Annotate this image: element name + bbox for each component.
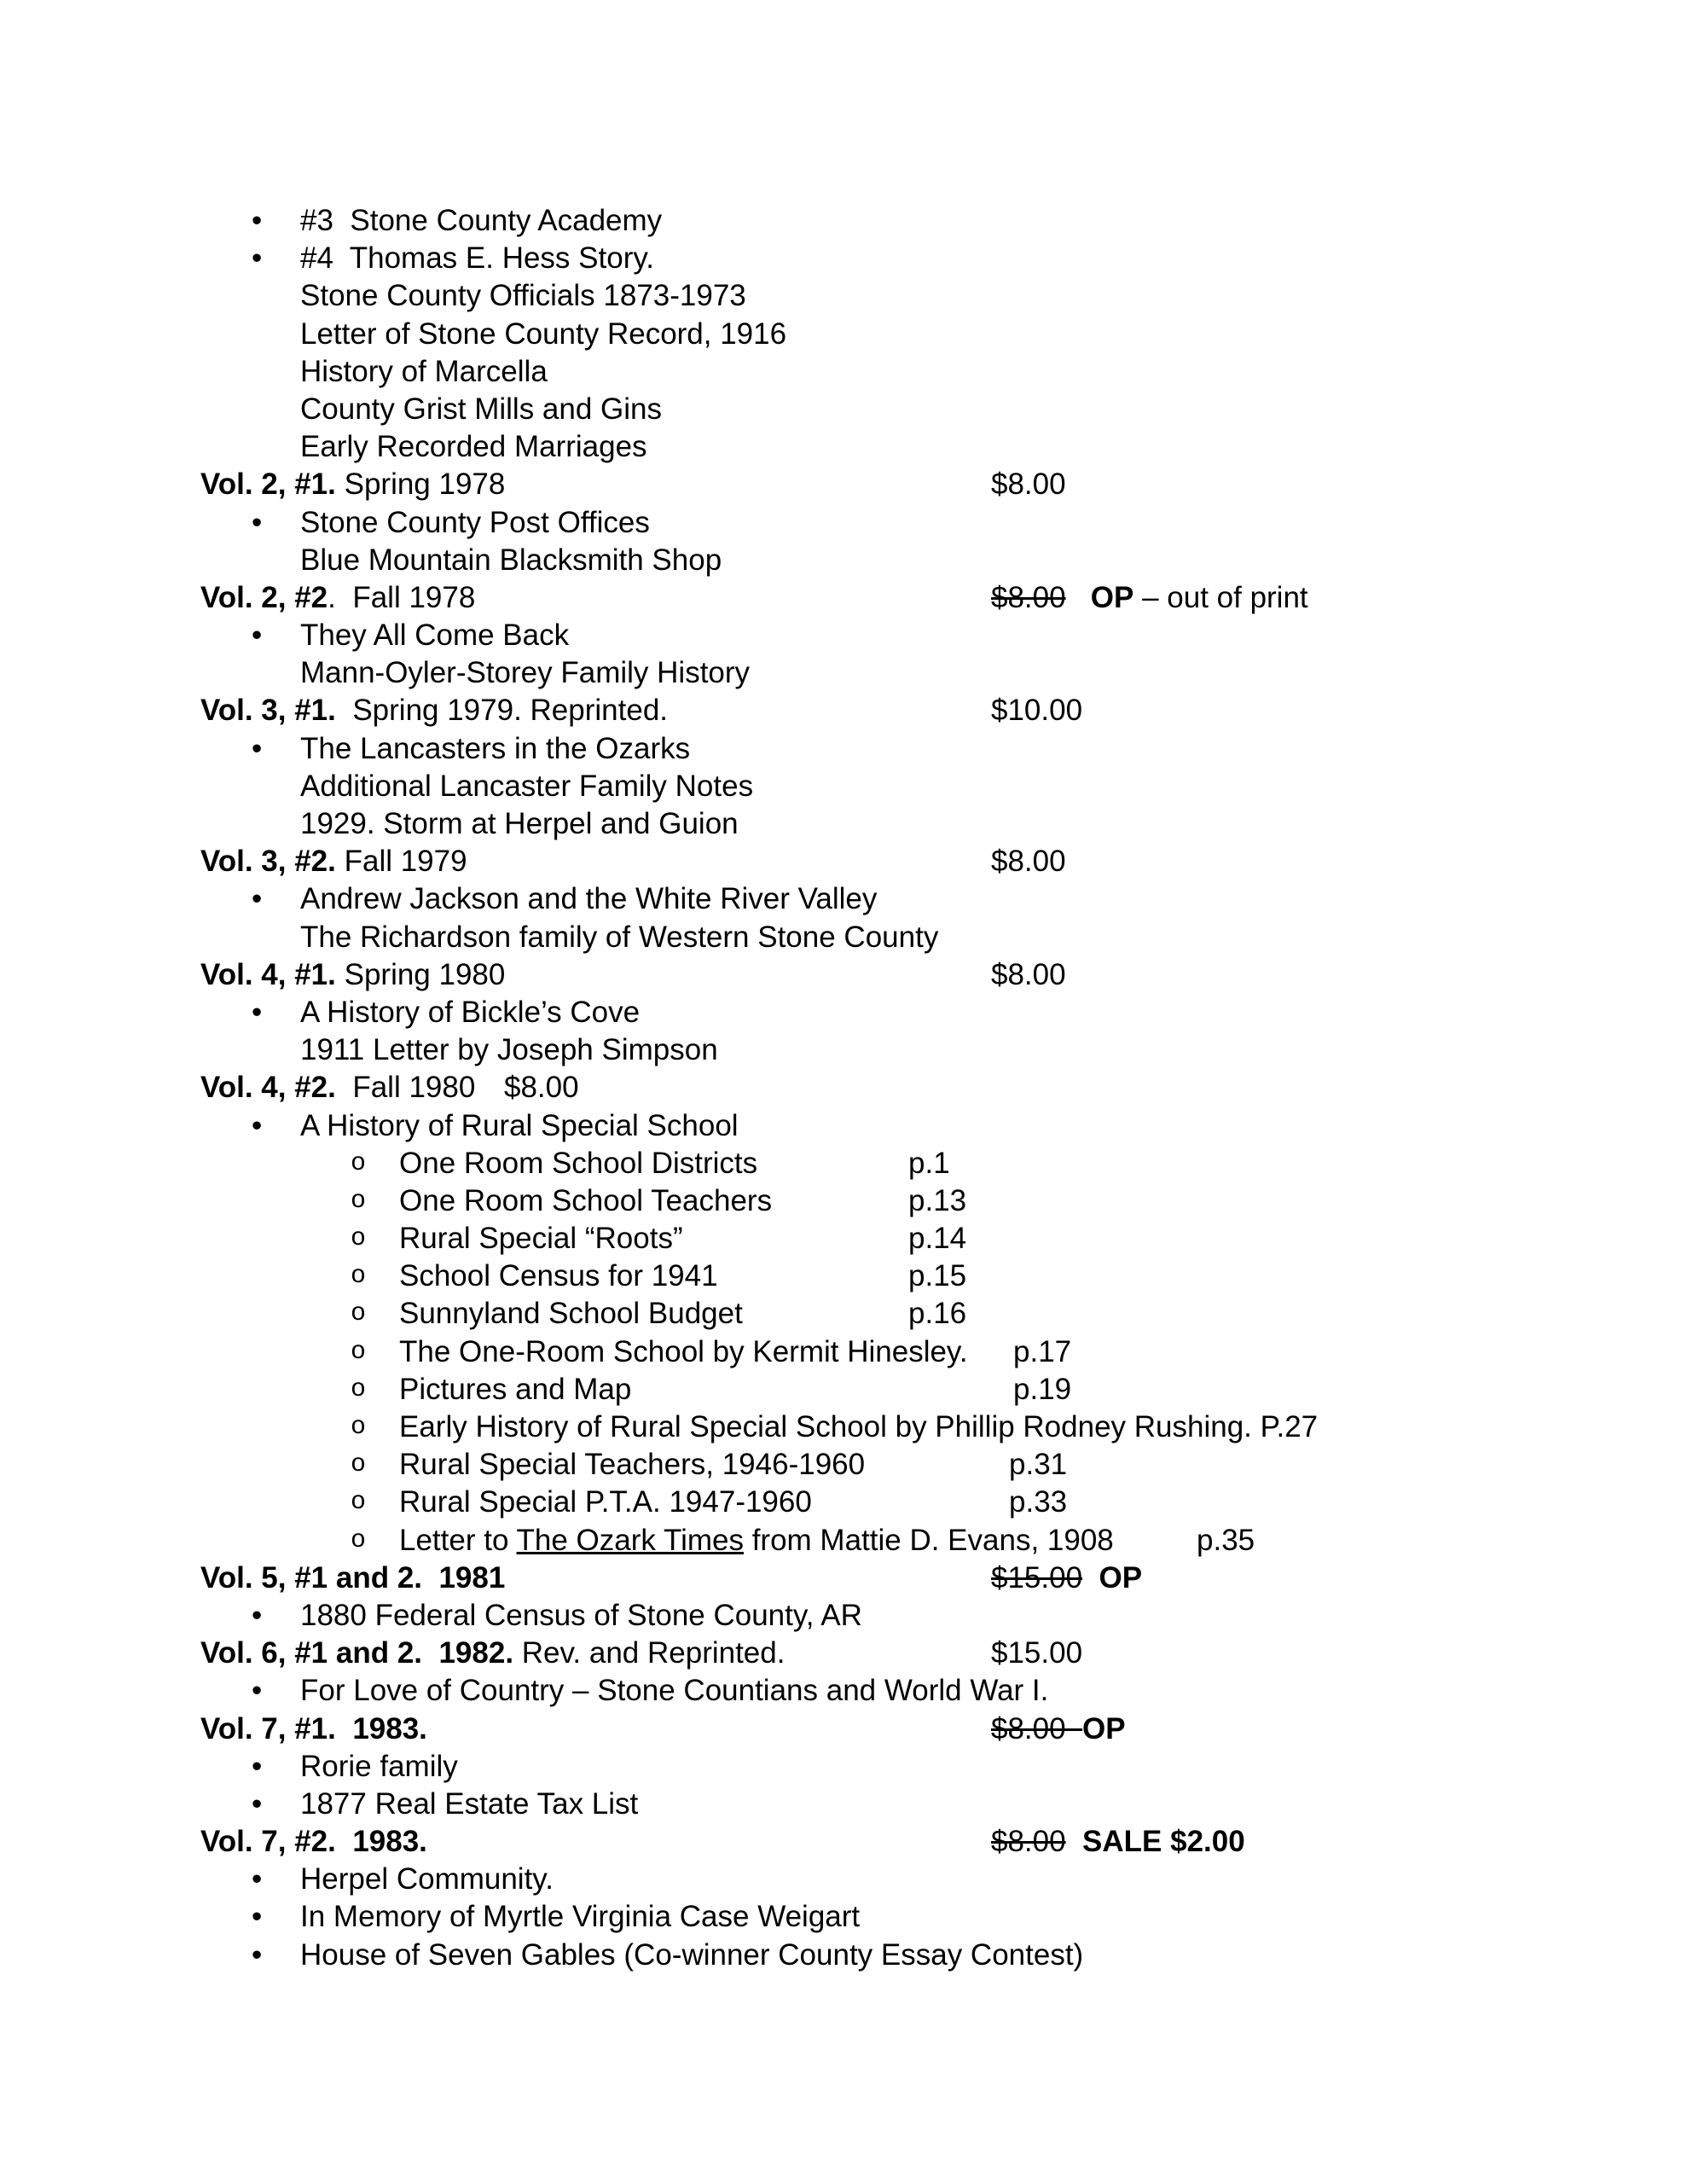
line-text: [399, 1333, 968, 1371]
line-text: [200, 579, 475, 617]
price: [504, 1069, 579, 1107]
bullet-icon: •: [252, 1749, 263, 1783]
line-text: [300, 1031, 718, 1069]
line-text: [300, 1672, 1048, 1710]
document-line: [200, 1069, 1565, 1107]
document-line: [200, 692, 1565, 729]
circle-bullet-icon: o: [351, 1337, 367, 1367]
price: [991, 1560, 1142, 1597]
text-segment: . Fall 1978: [328, 580, 476, 614]
text-segment: One Room School Teachers: [399, 1183, 773, 1217]
document-line: [200, 1484, 1565, 1521]
text-segment: p.16: [908, 1297, 967, 1331]
text-segment: History of Marcella: [300, 354, 548, 388]
line-text: [300, 1107, 739, 1145]
line-text: [200, 1635, 785, 1672]
text-segment: Rural Special “Roots”: [399, 1222, 683, 1256]
document-line: [200, 504, 1565, 542]
line-text: [300, 240, 654, 277]
price: [991, 843, 1066, 880]
page-ref: [1009, 1446, 1067, 1484]
document-line: [200, 730, 1565, 768]
document-line: [200, 542, 1565, 579]
document-line: [200, 1371, 1565, 1409]
text-segment: Stone County Officials 1873-1973: [300, 279, 746, 313]
text-segment: OP: [1090, 580, 1134, 614]
text-segment: They All Come Back: [300, 619, 570, 653]
text-segment: Spring 1980: [335, 957, 506, 991]
bullet-icon: •: [252, 995, 263, 1029]
text-segment: p.33: [1009, 1485, 1068, 1519]
line-text: [399, 1220, 683, 1258]
text-segment: Blue Mountain Blacksmith Shop: [300, 543, 722, 577]
document-line: [200, 805, 1565, 843]
document-line: [200, 1560, 1565, 1597]
line-text: [200, 843, 467, 880]
page-ref: [1197, 1522, 1255, 1560]
text-segment: Vol. 7, #1. 1983.: [200, 1711, 427, 1745]
circle-bullet-icon: o: [351, 1374, 367, 1404]
document-line: [200, 1635, 1565, 1672]
page-ref: [908, 1145, 950, 1182]
text-segment: Stone County Post Offices: [300, 505, 650, 539]
line-text: [300, 1898, 860, 1936]
price: [991, 692, 1082, 729]
line-text: [300, 994, 640, 1031]
price: [991, 956, 1066, 994]
text-segment: Vol. 3, #2.: [200, 845, 336, 879]
text-segment: Sunnyland School Budget: [399, 1297, 743, 1331]
text-segment: Early Recorded Marriages: [300, 430, 647, 464]
text-segment: Mann-Oyler-Storey Family History: [300, 656, 751, 690]
text-segment: $8.00: [991, 468, 1066, 502]
bullet-icon: •: [252, 1108, 263, 1142]
text-segment: Pictures and Map: [399, 1372, 632, 1406]
text-segment: Additional Lancaster Family Notes: [300, 769, 754, 803]
line-text: [200, 1560, 505, 1597]
circle-bullet-icon: o: [351, 1224, 367, 1254]
line-text: [399, 1182, 772, 1220]
line-text: [399, 1409, 1318, 1446]
line-text: [300, 1861, 554, 1898]
text-segment: Fall 1980: [335, 1071, 476, 1105]
circle-bullet-icon: o: [351, 1450, 367, 1480]
text-segment: $8.00: [991, 845, 1066, 879]
bullet-icon: •: [252, 1674, 263, 1708]
text-segment: County Grist Mills and Gins: [300, 392, 663, 426]
text-segment: Rorie family: [300, 1749, 458, 1783]
line-text: [300, 316, 786, 353]
text-segment: The One-Room School by Kermit Hinesley.: [399, 1334, 968, 1368]
text-segment: Fall 1979: [335, 845, 467, 879]
text-segment: Andrew Jackson and the White River Valley: [300, 882, 878, 916]
circle-bullet-icon: o: [351, 1186, 367, 1216]
document-line: [200, 654, 1565, 692]
text-segment: OP: [1099, 1560, 1143, 1594]
line-text: [300, 542, 722, 579]
document-line: [200, 1409, 1565, 1446]
document-line: [200, 1333, 1565, 1371]
line-text: [200, 1069, 475, 1107]
document-line: [200, 1823, 1565, 1861]
text-segment: [1066, 581, 1091, 614]
bullet-icon: •: [252, 1862, 263, 1896]
document-line: [200, 956, 1565, 994]
bullet-icon: •: [252, 241, 263, 276]
circle-bullet-icon: o: [351, 1148, 367, 1178]
document-line: [200, 919, 1565, 956]
circle-bullet-icon: o: [351, 1299, 367, 1329]
text-segment: #4 Thomas E. Hess Story.: [300, 241, 654, 276]
document-line: [200, 428, 1565, 466]
text-segment: OP: [1082, 1711, 1126, 1745]
document-line: [200, 1711, 1565, 1748]
document-line: [200, 240, 1565, 277]
document-line: [200, 202, 1565, 240]
line-text: [300, 880, 877, 918]
text-segment: Letter of Stone County Record, 1916: [300, 317, 787, 351]
text-segment: The Ozark Times: [516, 1523, 744, 1557]
line-text: [300, 617, 569, 654]
text-segment: Herpel Community.: [300, 1862, 554, 1896]
line-text: [399, 1446, 865, 1484]
document-line: [200, 391, 1565, 428]
text-segment: from Mattie D. Evans, 1908: [743, 1523, 1114, 1557]
text-segment: For Love of Country – Stone Countians and World War I.: [300, 1674, 1049, 1708]
line-text: [300, 768, 753, 805]
line-text: [300, 1937, 1083, 1974]
text-segment: [1082, 1561, 1099, 1594]
line-text: [300, 805, 739, 843]
line-text: [200, 692, 668, 729]
text-segment: A History of Rural Special School: [300, 1108, 739, 1142]
text-segment: House of Seven Gables (Co-winner County Essay Contest): [300, 1937, 1084, 1972]
page-ref: [1013, 1371, 1071, 1409]
line-text: [399, 1258, 718, 1295]
text-segment: #3 Stone County Academy: [300, 204, 663, 237]
text-segment: Vol. 7, #2. 1983.: [200, 1825, 427, 1859]
line-text: [300, 353, 548, 391]
text-segment: $15.00: [991, 1636, 1083, 1670]
document-line: [200, 768, 1565, 805]
document-line: [200, 843, 1565, 880]
bullet-icon: •: [252, 1937, 263, 1972]
document-line: [200, 1522, 1565, 1560]
document-line: [200, 1258, 1565, 1295]
text-segment: – out of print: [1133, 580, 1308, 614]
bullet-icon: •: [252, 731, 263, 765]
document-line: [200, 1861, 1565, 1898]
price: [991, 466, 1066, 503]
text-segment: p.19: [1013, 1372, 1072, 1406]
line-text: [200, 1711, 427, 1748]
text-segment: $8.00: [991, 580, 1066, 614]
text-segment: Vol. 6, #1 and 2. 1982.: [200, 1636, 514, 1670]
text-segment: $15.00: [991, 1560, 1083, 1594]
line-text: [300, 428, 647, 466]
line-text: [200, 956, 505, 994]
text-segment: p.1: [908, 1146, 950, 1180]
price: [991, 1823, 1245, 1861]
document-content: [200, 202, 1565, 1974]
text-segment: Vol. 2, #1.: [200, 468, 336, 502]
document-line: [200, 1107, 1565, 1145]
text-segment: p.13: [908, 1183, 967, 1217]
page-ref: [1013, 1333, 1071, 1371]
bullet-icon: •: [252, 505, 263, 539]
text-segment: Vol. 5, #1 and 2. 1981: [200, 1560, 506, 1594]
text-segment: $10.00: [991, 694, 1083, 728]
text-segment: $8.00: [504, 1071, 579, 1105]
line-text: [300, 504, 650, 542]
text-segment: School Census for 1941: [399, 1259, 718, 1293]
page-ref: [908, 1295, 966, 1333]
text-segment: The Lancasters in the Ozarks: [300, 731, 691, 765]
document-line: [200, 880, 1565, 918]
bullet-icon: •: [252, 1786, 263, 1821]
text-segment: Rural Special P.T.A. 1947-1960: [399, 1485, 812, 1519]
document-line: [200, 994, 1565, 1031]
line-text: [399, 1522, 1114, 1560]
document-line: [200, 1295, 1565, 1333]
page-ref: [908, 1182, 966, 1220]
document-line: [200, 1597, 1565, 1635]
document-line: [200, 1446, 1565, 1484]
text-segment: Rural Special Teachers, 1946-1960: [399, 1448, 866, 1482]
text-segment: p.35: [1197, 1523, 1255, 1557]
line-text: [300, 391, 662, 428]
text-segment: $8.00: [991, 1711, 1083, 1745]
page-ref: [1009, 1484, 1067, 1521]
bullet-icon: •: [252, 882, 263, 916]
price: [991, 1711, 1126, 1748]
line-text: [300, 1786, 638, 1823]
text-segment: p.17: [1013, 1334, 1072, 1368]
text-segment: Spring 1978: [335, 468, 506, 502]
document-line: [200, 1031, 1565, 1069]
bullet-icon: •: [252, 1900, 263, 1934]
price: [991, 1635, 1082, 1672]
text-segment: Early History of Rural Special School by Phillip Rodney Rushing. P.27: [399, 1410, 1319, 1443]
document-line: [200, 1937, 1565, 1974]
document-line: [200, 316, 1565, 353]
text-segment: Rev. and Reprinted.: [513, 1636, 786, 1670]
bullet-icon: •: [252, 204, 263, 237]
line-text: [300, 654, 750, 692]
text-segment: SALE $2.00: [1082, 1825, 1245, 1859]
line-text: [399, 1371, 631, 1409]
line-text: [300, 1597, 862, 1635]
document-line: [200, 1786, 1565, 1823]
line-text: [300, 919, 938, 956]
line-text: [200, 1823, 427, 1861]
line-text: [399, 1295, 743, 1333]
document-line: [200, 277, 1565, 315]
text-segment: Vol. 4, #2.: [200, 1071, 336, 1105]
document-line: [200, 1182, 1565, 1220]
text-segment: p.31: [1009, 1448, 1068, 1482]
document-line: [200, 353, 1565, 391]
line-text: [300, 202, 662, 240]
text-segment: Spring 1979. Reprinted.: [335, 694, 669, 728]
line-text: [399, 1145, 757, 1182]
document-line: [200, 1898, 1565, 1936]
line-text: [300, 730, 690, 768]
text-segment: 1877 Real Estate Tax List: [300, 1786, 639, 1821]
bullet-icon: •: [252, 1598, 263, 1632]
text-segment: $8.00: [991, 1825, 1066, 1859]
text-segment: 1929. Storm at Herpel and Guion: [300, 807, 739, 840]
document-line: [200, 1672, 1565, 1710]
page-ref: [908, 1220, 966, 1258]
text-segment: p.15: [908, 1259, 967, 1293]
document-line: [200, 1145, 1565, 1182]
document-line: [200, 466, 1565, 503]
circle-bullet-icon: o: [351, 1262, 367, 1292]
text-segment: $8.00: [991, 957, 1066, 991]
text-segment: Vol. 3, #1.: [200, 694, 336, 728]
document-line: [200, 617, 1565, 654]
text-segment: [1066, 1825, 1082, 1858]
circle-bullet-icon: o: [351, 1525, 367, 1555]
text-segment: Vol. 2, #2: [200, 580, 328, 614]
document-line: [200, 1748, 1565, 1786]
document-line: [200, 579, 1565, 617]
text-segment: p.14: [908, 1222, 967, 1256]
line-text: [399, 1484, 812, 1521]
bullet-icon: •: [252, 619, 263, 653]
text-segment: A History of Bickle’s Cove: [300, 995, 641, 1029]
page-ref: [908, 1258, 966, 1295]
text-segment: One Room School Districts: [399, 1146, 758, 1180]
line-text: [300, 277, 746, 315]
text-segment: 1880 Federal Census of Stone County, AR: [300, 1598, 862, 1632]
text-segment: Letter to: [399, 1523, 517, 1557]
line-text: [200, 466, 505, 503]
circle-bullet-icon: o: [351, 1413, 367, 1442]
price: [991, 579, 1308, 617]
text-segment: 1911 Letter by Joseph Simpson: [300, 1033, 718, 1067]
line-text: [300, 1748, 458, 1786]
circle-bullet-icon: o: [351, 1488, 367, 1518]
text-segment: In Memory of Myrtle Virginia Case Weigart: [300, 1900, 861, 1934]
text-segment: Vol. 4, #1.: [200, 957, 336, 991]
document-line: [200, 1220, 1565, 1258]
text-segment: The Richardson family of Western Stone County: [300, 920, 939, 954]
